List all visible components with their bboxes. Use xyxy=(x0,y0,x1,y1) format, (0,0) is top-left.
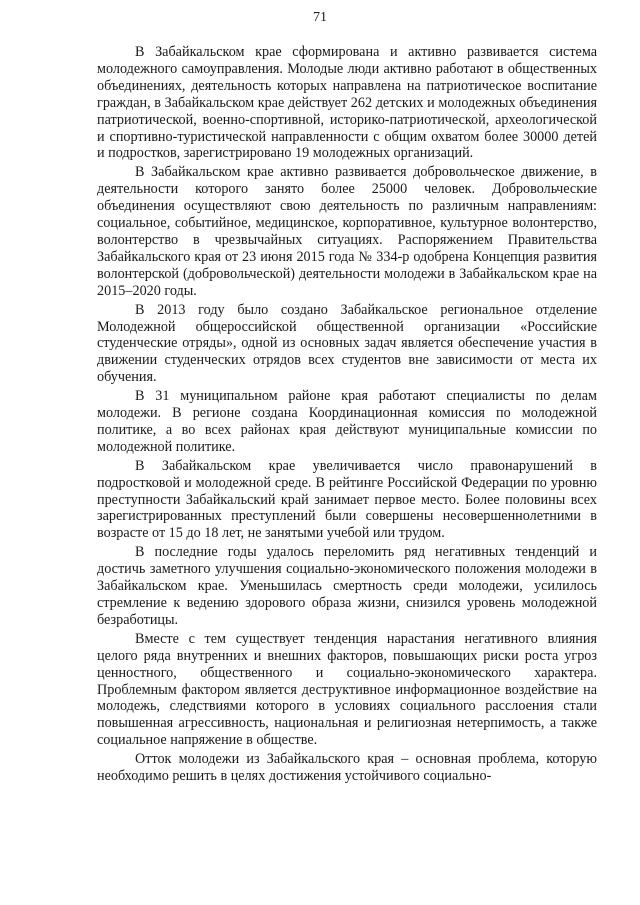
paragraph-volunteer-movement: В Забайкальском крае активно развивается добровольческое движение, в деятельности которого занято более 25000 человек. Добровольческие объединения осуществляют свою деятельность по различным направлениям: социальное, событийное, медицинское, корпоративное, культурное волонтерство, волонтерство в чрезвычайных ситуациях. Распоряжением Правительства Забайкальского края от 23 июня 2015 года № 334-р одобрена Концепция развития волонтерской (добровольческой) деятельности молодежи в Забайкальском крае на 2015–2020 годы. xyxy=(97,164,597,299)
paragraph-positive-trends: В последние годы удалось переломить ряд негативных тенденций и достичь заметного улучшения социально-экономического положения молодежи в Забайкальском крае. Уменьшилась смертность среди молодежи, усилилось стремление к ведению здорового образа жизни, снизился уровень молодежной безработицы. xyxy=(97,544,597,628)
paragraph-youth-self-government: В Забайкальском крае сформирована и активно развивается система молодежного самоуправления. Молодые люди активно работают в общественных объединениях, деятельность которых направлена на патриотическое воспитание граждан, в Забайкальском крае действует 262 детских и молодежных объединения патриотической, военно-спортивной, историко-патриотической, археологической и спортивно-туристической направленности с общим охватом более 30000 детей и подростков, зарегистрировано 19 молодежных организаций. xyxy=(97,44,597,162)
page-number: 71 xyxy=(313,10,327,25)
paragraph-youth-specialists: В 31 муниципальном районе края работают специалисты по делам молодежи. В регионе создана Координационная комиссия по молодежной политике, а во всех районах края действуют муниципальные комиссии по молодежной политике. xyxy=(97,388,597,455)
document-body xyxy=(97,44,597,787)
paragraph-student-brigades: В 2013 году было создано Забайкальское региональное отделение Молодежной общероссийской общественной организации «Российские студенческие отряды», одной из основных задач является обеспечение участия в движении студенческих отрядов всех студентов вне зависимости от места их обучения. xyxy=(97,301,597,386)
paragraph-youth-outflow: Отток молодежи из Забайкальского края – основная проблема, которую необходимо решить в целях достижения устойчивого социально- xyxy=(97,751,597,785)
paragraph-negative-factors: Вместе с тем существует тенденция нарастания негативного влияния целого ряда внутренних и внешних факторов, повышающих риски роста угроз ценностного, общественного и социально-экономического характера. Проблемным фактором является деструктивное информационное воздействие на молодежь, следствиями которого в условиях социального расслоения стали повышенная агрессивность, национальная и религиозная нетерпимость, а также социальное напряжение в обществе. xyxy=(97,630,597,749)
paragraph-youth-offenses: В Забайкальском крае увеличивается число правонарушений в подростковой и молодежной среде. В рейтинге Российской Федерации по уровню преступности Забайкальский край занимает первое место. Более половины всех зарегистрированных преступлений были совершены несовершеннолетними в возрасте от 15 до 18 лет, не занятыми учебой или трудом. xyxy=(97,457,597,542)
